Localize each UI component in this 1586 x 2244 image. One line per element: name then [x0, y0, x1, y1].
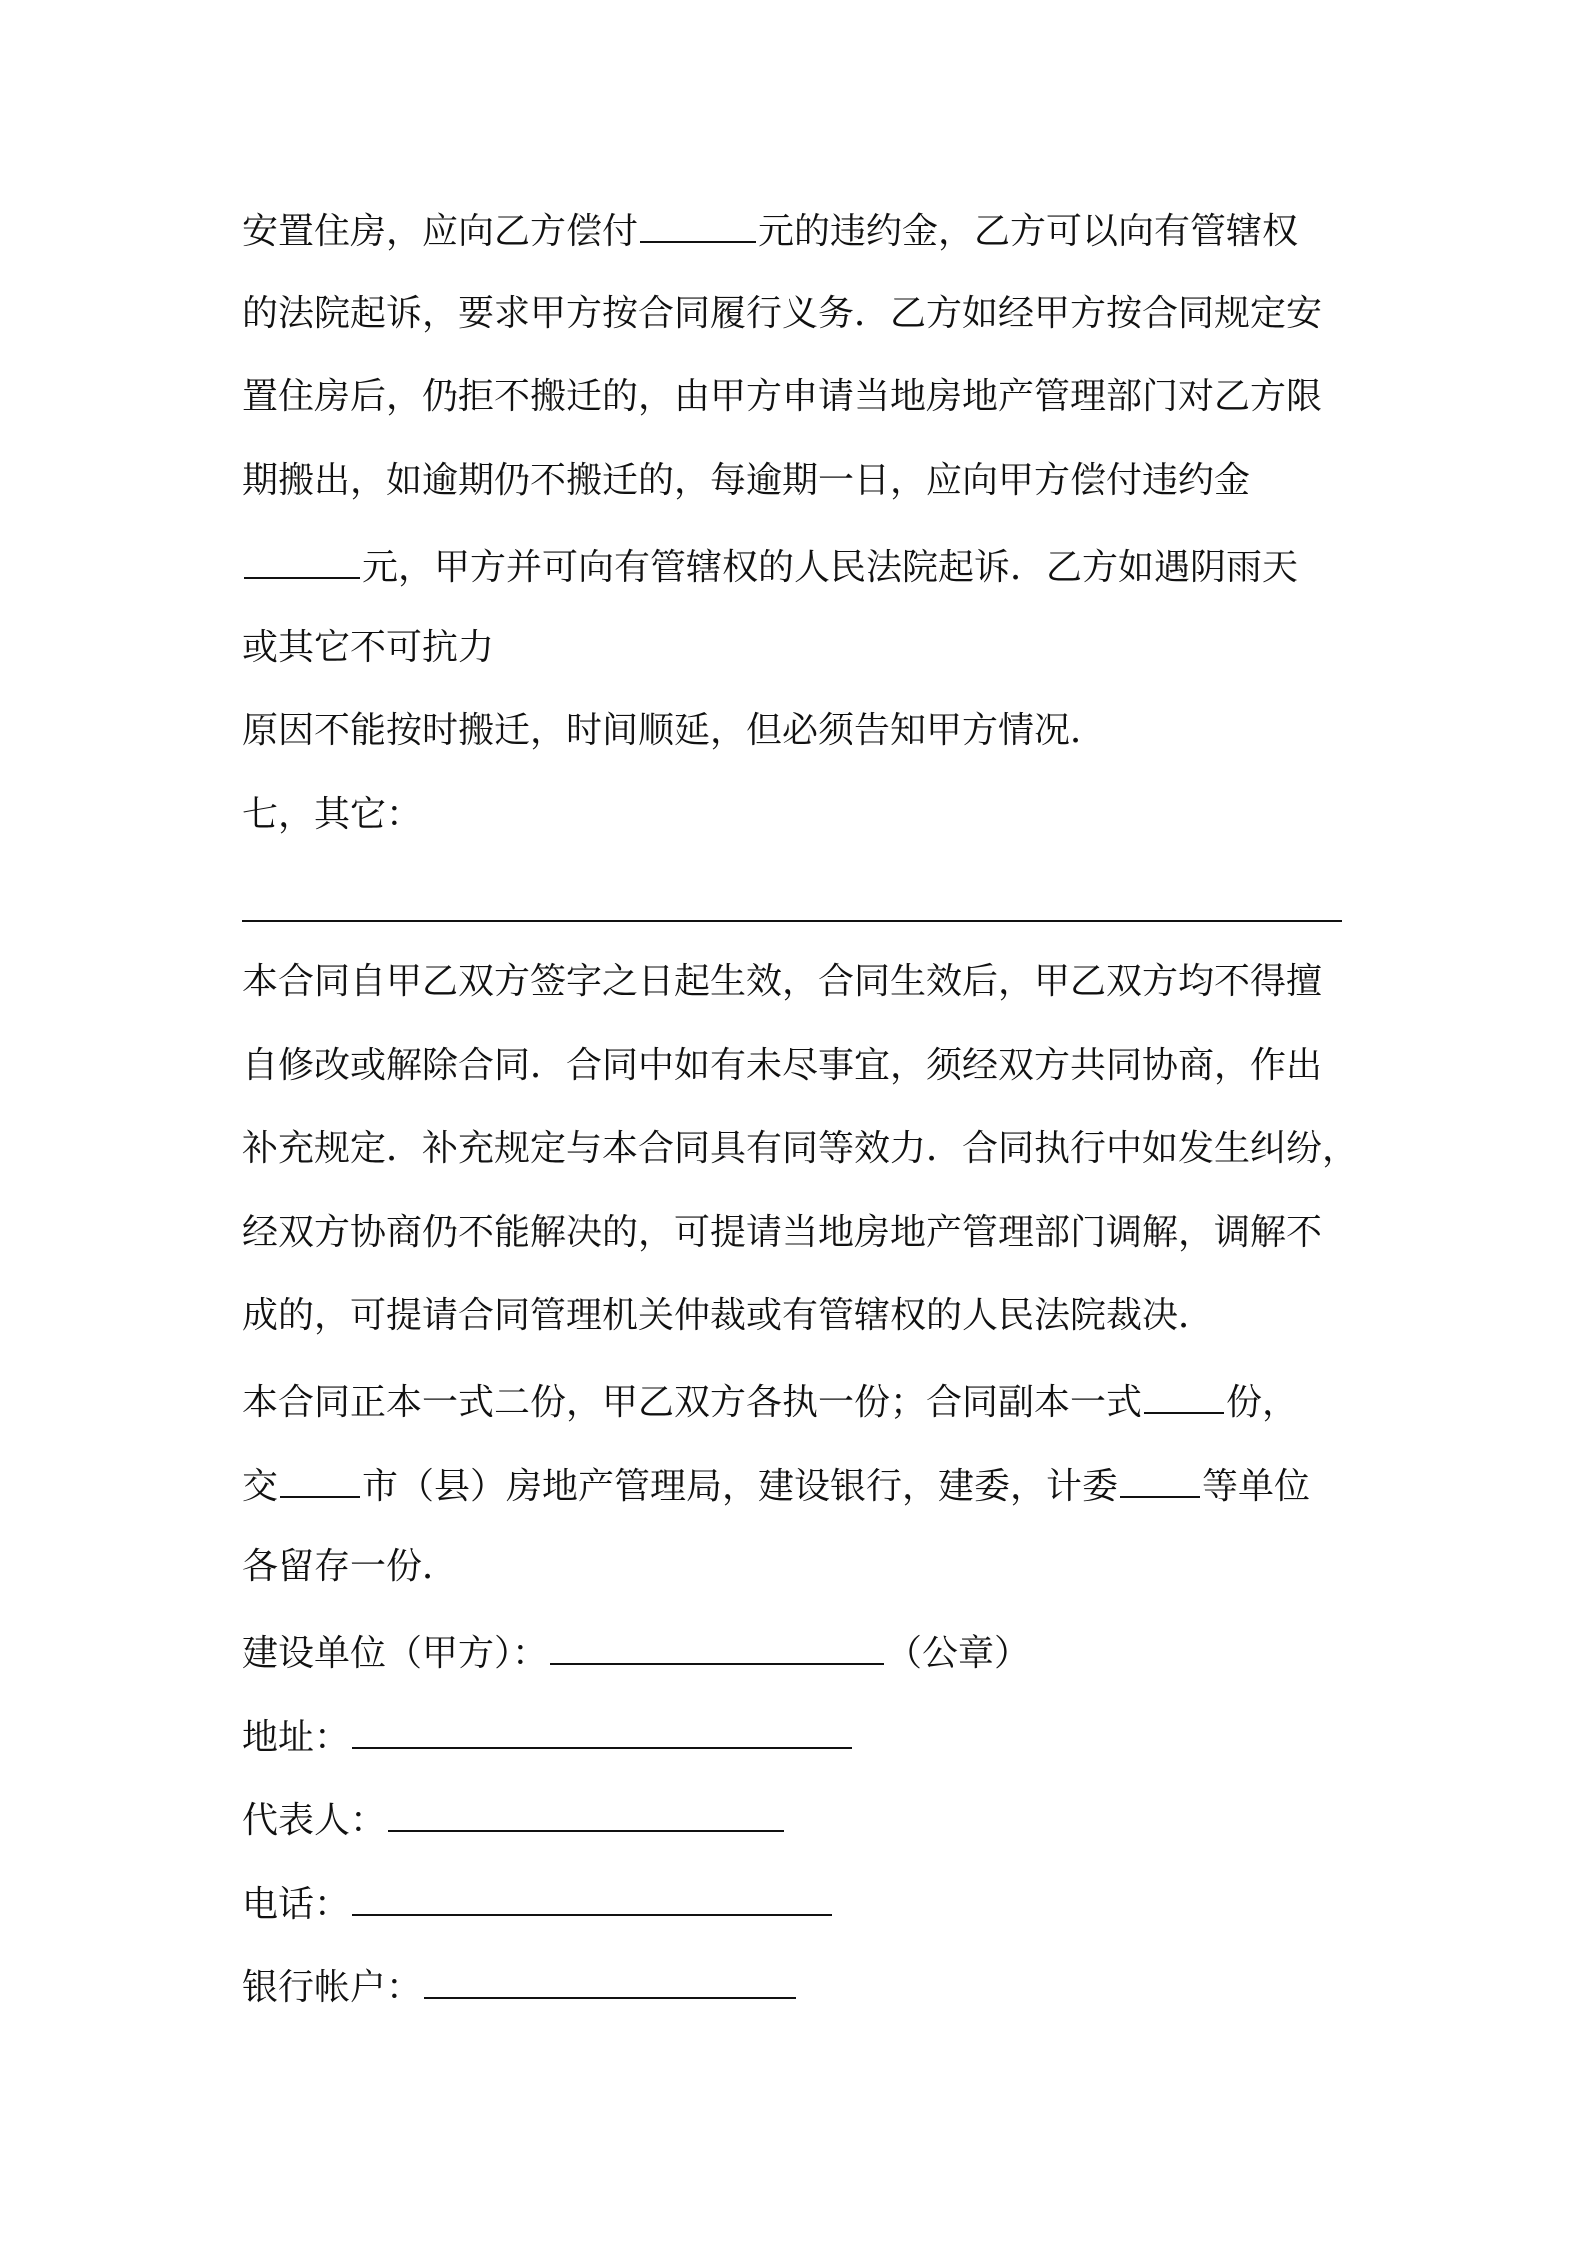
- builder-label: 建设单位（甲方）：: [242, 1633, 549, 1674]
- para3-line-2b: 市（县）房地产管理局，建设银行，建委，计委: [362, 1466, 1119, 1507]
- blank-city: [280, 1460, 360, 1498]
- para2-line-5: 成的，可提请合同管理机关仲裁或有管辖权的人民法院裁决．: [242, 1295, 1215, 1336]
- builder-row: [242, 1627, 1362, 1678]
- para1-line-3: 置住房后，仍拒不搬迁的，由甲方申请当地房地产管理部门对乙方限: [242, 376, 1323, 417]
- phone-row: [242, 1878, 1362, 1929]
- para1-line-2: 的法院起诉，要求甲方按合同履行义务．乙方如经甲方按合同规定安: [242, 293, 1323, 334]
- bank-account-label: 银行帐户：: [242, 1967, 423, 2008]
- address-row: [242, 1711, 1362, 1762]
- para1-line-5: [242, 541, 1362, 592]
- builder-blank: [550, 1627, 884, 1665]
- phone-label: 电话：: [242, 1884, 351, 1925]
- blank-penalty-amount-1: [640, 205, 756, 243]
- blank-other-units: [1120, 1460, 1200, 1498]
- representative-row: [242, 1794, 1362, 1845]
- para2-line-3: 补充规定．补充规定与本合同具有同等效力．合同执行中如发生纠纷，: [242, 1128, 1359, 1169]
- para2-line-2: 自修改或解除合同．合同中如有未尽事宜，须经双方共同协商，作出: [242, 1045, 1323, 1086]
- bank-account-blank: [424, 1961, 796, 1999]
- para3-line-3: 各留存一份．: [242, 1546, 459, 1587]
- para1-line-5b: 元，甲方并可向有管辖权的人民法院起诉．乙方如遇阴雨天: [362, 547, 1299, 588]
- section-7-heading: 七，其它：: [242, 794, 423, 835]
- para1-line-1: [242, 205, 1362, 256]
- para1-line-1a: 安置住房，应向乙方偿付: [242, 211, 639, 252]
- builder-seal: （公章）: [886, 1633, 1031, 1674]
- bank-account-row: [242, 1961, 1362, 2012]
- address-label: 地址：: [242, 1717, 351, 1758]
- para3-line-1: [242, 1376, 1362, 1427]
- para1-line-7: 原因不能按时搬迁，时间顺延，但必须告知甲方情况．: [242, 710, 1107, 751]
- para1-line-4: 期搬出，如逾期仍不搬迁的，每逾期一日，应向甲方偿付违约金: [242, 460, 1251, 501]
- representative-blank: [388, 1794, 784, 1832]
- para3-line-2a: 交: [242, 1466, 279, 1507]
- para2-line-4: 经双方协商仍不能解决的，可提请当地房地产管理部门调解，调解不: [242, 1212, 1323, 1253]
- para2-line-1: 本合同自甲乙双方签字之日起生效，合同生效后，甲乙双方均不得擅: [242, 961, 1323, 1002]
- para1-line-6: 或其它不可抗力: [242, 627, 495, 668]
- blank-copy-count: [1144, 1376, 1224, 1414]
- other-terms-blank: [242, 920, 1342, 922]
- para3-line-2: [242, 1460, 1362, 1511]
- blank-penalty-amount-2: [244, 541, 360, 579]
- phone-blank: [352, 1878, 832, 1916]
- para1-line-1b: 元的违约金，乙方可以向有管辖权: [758, 211, 1299, 252]
- representative-label: 代表人：: [242, 1800, 387, 1841]
- para3-line-1a: 本合同正本一式二份，甲乙双方各执一份；合同副本一式: [242, 1382, 1143, 1423]
- address-blank: [352, 1711, 852, 1749]
- para3-line-2c: 等单位: [1202, 1466, 1311, 1507]
- para3-line-1b: 份，: [1226, 1382, 1299, 1423]
